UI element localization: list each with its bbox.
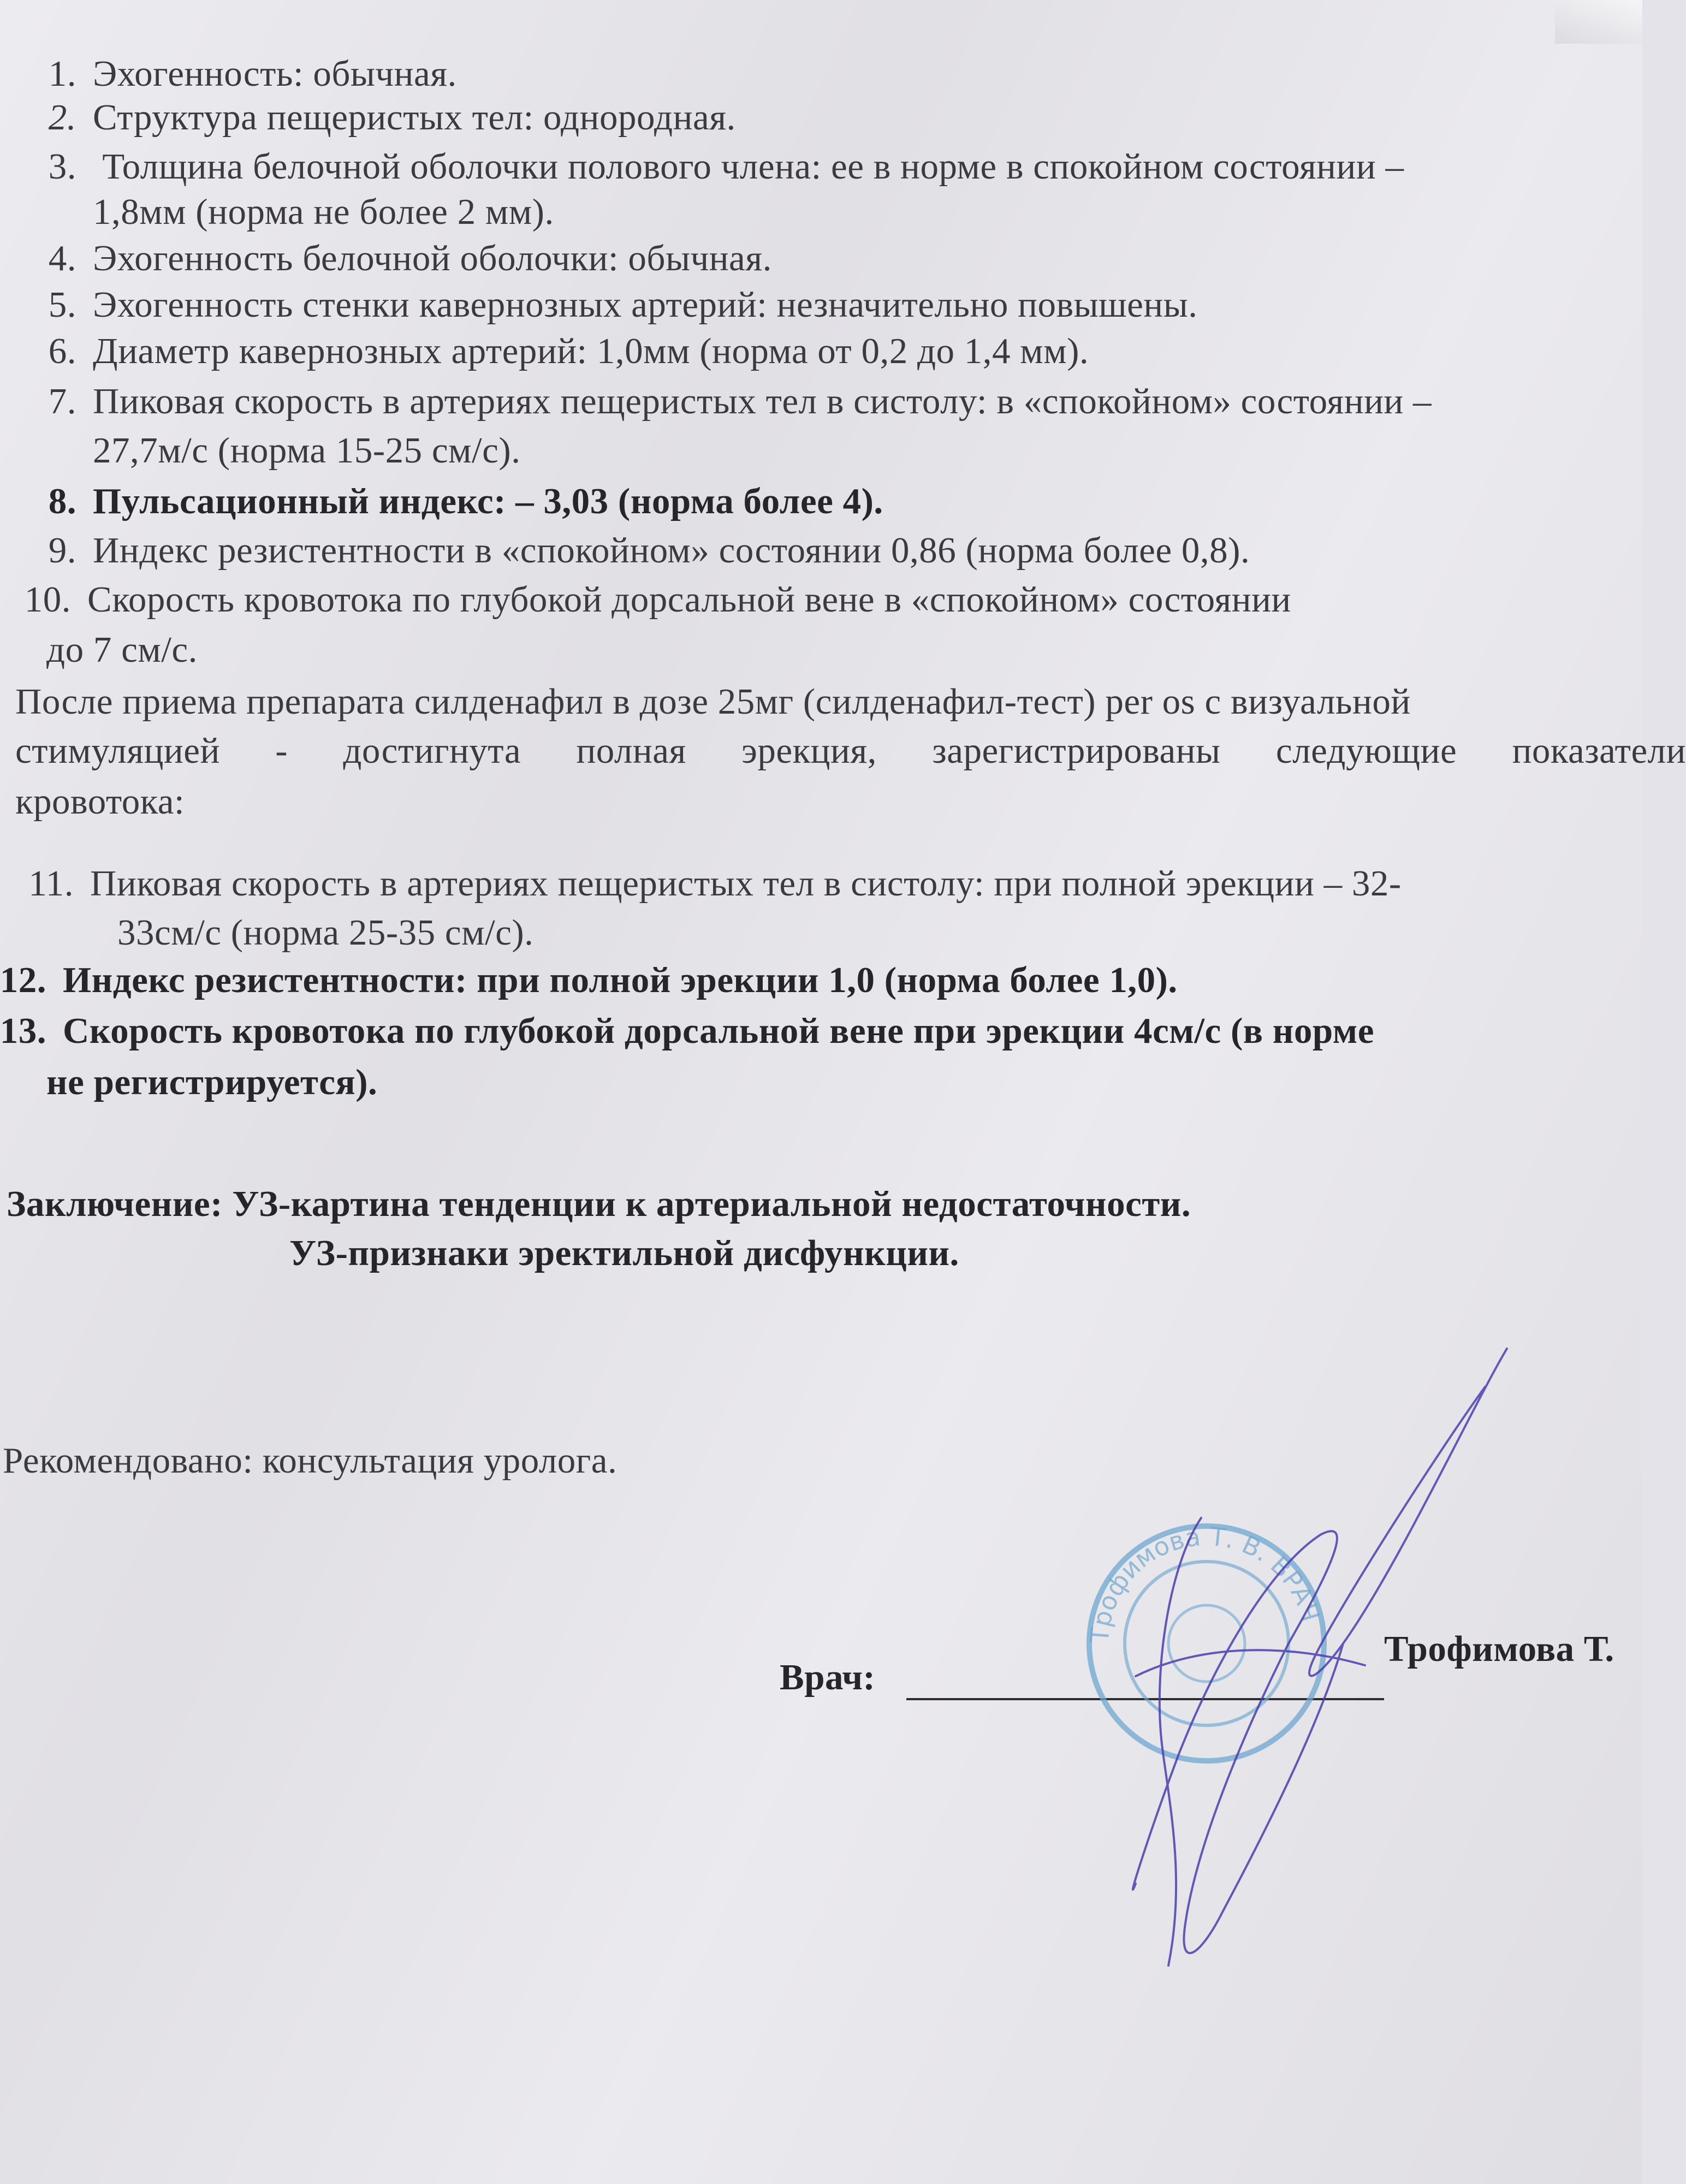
list-item-11: 11. Пиковая скорость в артериях пещеристых тел в систолу: при полной эрекции – 32- xyxy=(28,863,1402,904)
list-item-5: 5. Эхогенность стенки кавернозных артерий: незначительно повышены. xyxy=(48,284,1198,325)
stamp-text: Трофимова Т. В. ВРАЧ xyxy=(1084,1521,1326,1644)
list-item-13: 13. Скорость кровотока по глубокой дорсальной вене при эрекции 4см/с (в норме xyxy=(0,1011,1374,1051)
list-item-7: 7. Пиковая скорость в артериях пещеристых тел в систолу: в «спокойном» состоянии – xyxy=(48,381,1432,422)
list-item-9: 9. Индекс резистентности в «спокойном» состоянии 0,86 (норма более 0,8). xyxy=(48,530,1250,571)
doctor-name: Трофимова Т. xyxy=(1384,1629,1614,1669)
handwritten-signature xyxy=(1059,1338,1529,2020)
paragraph-line-1: После приема препарата силденафил в дозе 25мг (силденафил-тест) per os с визуальной xyxy=(15,681,1411,722)
list-item-3-cont: 1,8мм (норма не более 2 мм). xyxy=(93,192,554,232)
list-item-11-cont: 33см/с (норма 25-35 см/с). xyxy=(117,912,534,953)
list-item-13-cont: не регистрируется). xyxy=(46,1062,378,1102)
list-item-4: 4. Эхогенность белочной оболочки: обычная. xyxy=(48,238,772,278)
paragraph-line-3: кровотока: xyxy=(15,781,185,822)
list-item-12: 12. Индекс резистентности: при полной эрекции 1,0 (норма более 1,0). xyxy=(0,960,1178,1000)
list-item-1: 1. Эхогенность: обычная. xyxy=(48,54,457,94)
paper-corner xyxy=(1555,0,1642,44)
list-item-6: 6. Диаметр кавернозных артерий: 1,0мм (норма от 0,2 до 1,4 мм). xyxy=(48,331,1089,371)
list-item-10: 10. Скорость кровотока по глубокой дорсальной вене в «спокойном» состоянии xyxy=(24,579,1291,620)
list-item-10-cont: до 7 см/с. xyxy=(46,630,198,670)
conclusion-line-2: УЗ-признаки эректильной дисфункции. xyxy=(289,1233,959,1273)
doctor-label: Врач: xyxy=(780,1657,876,1698)
paragraph-line-2: стимуляцией - достигнута полная эрекция, зарегистрированы следующие показатели xyxy=(15,731,1686,771)
list-item-2: 2. Структура пещеристых тел: однородная. xyxy=(48,97,736,138)
list-item-8: 8. Пульсационный индекс: – 3,03 (норма более 4). xyxy=(48,481,883,521)
list-item-3: 3. Толщина белочной оболочки полового члена: ее в норме в спокойном состоянии – xyxy=(48,146,1404,187)
conclusion-line-1: Заключение: УЗ-картина тенденции к артериальной недостаточности. xyxy=(7,1184,1191,1224)
list-item-7-cont: 27,7м/с (норма 15-25 см/с). xyxy=(93,430,521,471)
recommendation: Рекомендовано: консультация уролога. xyxy=(3,1440,618,1481)
